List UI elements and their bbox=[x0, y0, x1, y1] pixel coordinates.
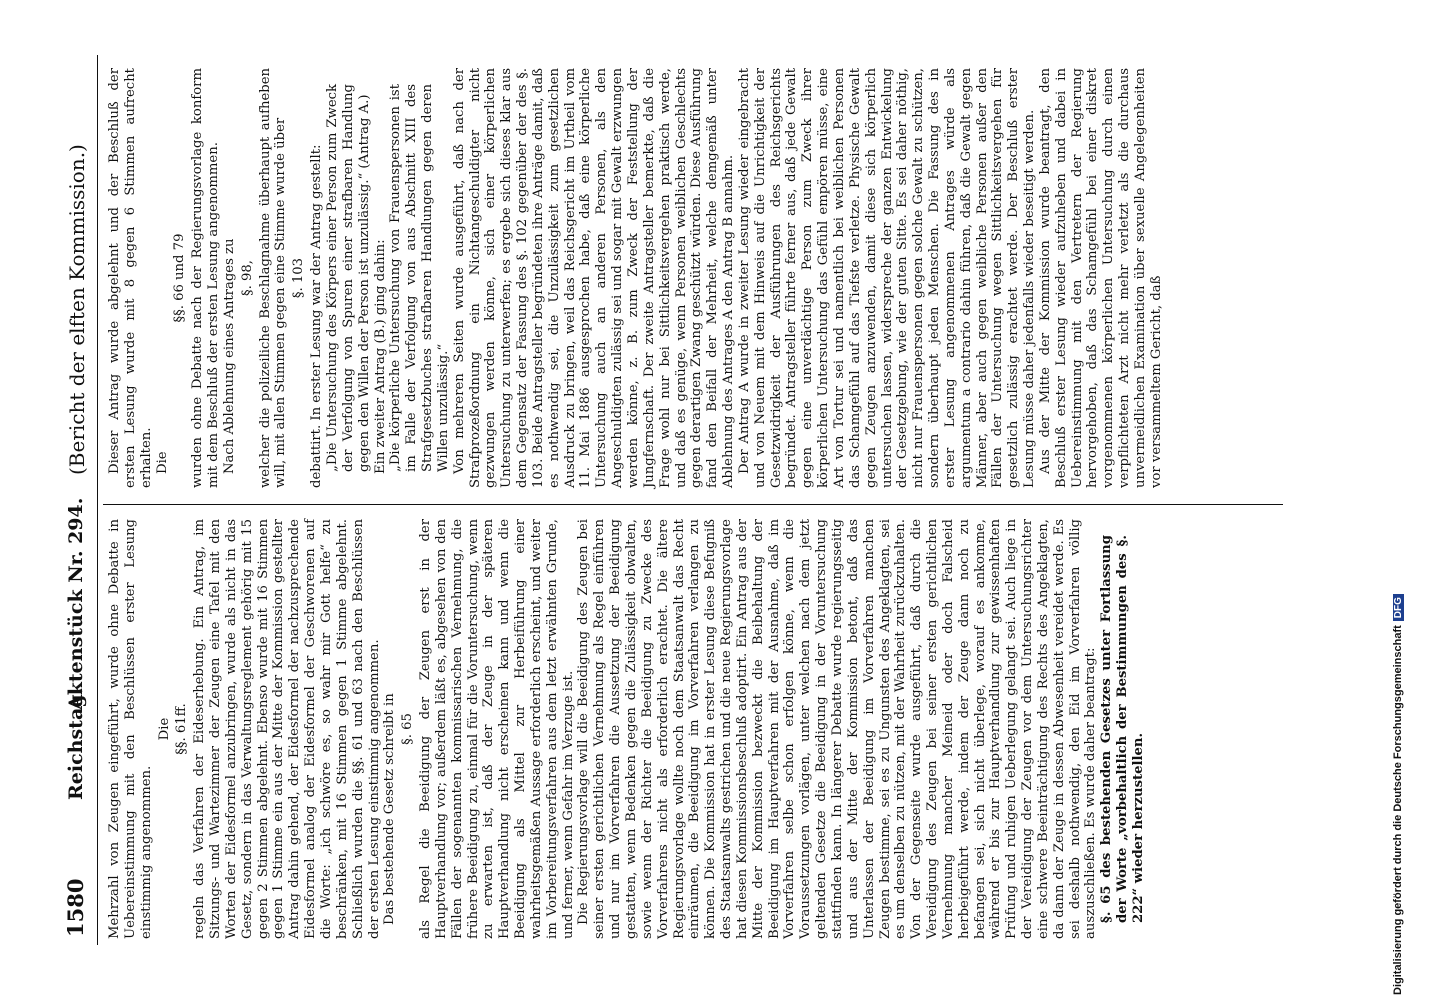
paragraph: wurden ohne Debatte nach der Regierungsvorlage konform mit dem Beschluß der ersten Lesung angenommen. bbox=[190, 68, 222, 488]
paragraph: „Die körperliche Untersuchung von Frauenspersonen ist im Falle der Verfolgung von aus Abschnitt XIII des Strafgesetzbuches strafbaren Handlungen gegen deren Willen unzulässig.“ bbox=[388, 84, 451, 472]
credit-text: Digitalisierung gefördert durch die Deutsche Forschungsgemeinschaft bbox=[1392, 625, 1404, 995]
paragraph: welcher die polizeiliche Beschlagnahme überhaupt aufheben will, mit allen Stimmen gegen eine Stimme wurde über bbox=[257, 68, 289, 488]
paragraph: Aus der Mitte der Kommission wurde beantragt, den Beschluß erster Lesung wieder aufzuheben und dabei in Uebereinstimmung mit den Vertretern der Regierung hervorgehoben, daß das Schamgefühl bei einer diskret vorgenommenen körperlichen Untersuchung durch einen verpflichteten Arzt nicht mehr verletzt als die durchaus unvermeidlichen Examination über sexuelle Angelegenheiten vor versammeltem Gericht, daß bbox=[1037, 68, 1164, 488]
paragraph: debattirt. In erster Lesung war der Antrag gestellt: bbox=[309, 144, 325, 488]
left-column bbox=[107, 519, 1147, 939]
column-divider bbox=[103, 504, 1283, 505]
paragraph: Von mehreren Seiten wurde ausgeführt, daß nach der Strafprozeßordnung ein Nichtangeschuldigter nicht gezwungen werden könne, sich einer körperlichen Untersuchung zu unterwerfen; es ergebe sich dieses klar aus dem Gegensatz der Fassung des §. 102 gegenüber der des §. 103. Beide Antragsteller begründeten ihre Anträge damit, daß es nothwendig sei, die Unzulässigkeit zum gesetzlichen Ausdruck zu bringen, weil das Reichsgericht im Urtheil vom 11. Mai 1886 ausgesprochen habe, daß eine körperliche Untersuchung auch an anderen Personen, als den Angeschuldigten zulässig sei und sogar mit Gewalt erzwungen werden könne, z. B. zum Zweck der Feststellung der Jungfernschaft. Der zweite Antragsteller bemerkte, daß die Frage wohl nur bei Sittlichkeitsvergehen praktisch werde, und daß es genüge, wenn Personen weiblichen Geschlechts gegen derartigen Zwang geschützt würden. Diese Ausführung fand den Beifall der Mehrheit, welche demgemäß unter Ablehnung des Antrages A den Antrag B annahm. bbox=[451, 67, 737, 488]
section-heading: §. 98, bbox=[239, 260, 255, 296]
paragraph: Das bestehende Gesetz schreibt in bbox=[382, 693, 398, 925]
page-header bbox=[55, 55, 98, 945]
paragraph: regeln das Verfahren der Eideserhebung. Ein Antrag, im Sitzungs- und Wartezimmer der Zeugen eine Tafel mit den Worten der Eidesformel anzubringen, wurde als nicht in das Gesetz, sondern in das Verwaltungsreglement gehörig mit 15 gegen 2 Stimmen abgelehnt. Ebenso wurde mit 16 Stimmen gegen 1 Stimme ein aus der Mitte der Kommission gestellter Antrag dahin gehend, der Eidesformel der nachzusprechende Eidesformel analog der Eidesformel der Geschworenen auf die Worte: „ich schwöre es, so wahr mir Gott helfe“ zu beschränken, mit 16 Stimmen gegen 1 Stimme abgelehnt. Schließlich wurden die §§. 61 und 63 nach den Beschlüssen der ersten Lesung einstimmig angenommen. bbox=[192, 519, 382, 939]
page-number: 1580 bbox=[63, 878, 88, 937]
paragraph: Dieser Antrag wurde abgelehnt und der Beschluß der ersten Lesung wurde mit 8 gegen 6 Stimmen aufrecht erhalten. bbox=[107, 68, 154, 488]
paragraph: Mehrzahl von Zeugen eingeführt, wurde ohne Debatte in Uebereinstimmung mit den Beschlüssen erster Lesung einstimmig angenommen. bbox=[107, 519, 154, 939]
rotated-document-page bbox=[55, 55, 1305, 945]
paragraph: §. 65 des bestehenden Gesetzes unter Fortlassung der Worte „vorbehaltlich der Bestimmungen des §. 222“ wieder herzustellen. bbox=[1099, 535, 1146, 923]
header-aktenstueck: Aktenstück Nr. 294. bbox=[65, 497, 87, 710]
section-heading: §. 103 bbox=[291, 257, 307, 299]
right-column bbox=[107, 68, 1165, 488]
paragraph: Ein zweiter Antrag (B.) ging dahin: bbox=[372, 239, 388, 474]
section-heading: §§. 61ff. bbox=[174, 703, 190, 755]
paragraph: Der Antrag A wurde in zweiter Lesung wieder eingebracht und von Neuem mit dem Hinweis auf die Unrichtigkeit der Gesetzwidrigkeit der Ausführungen des Reichsgerichts begründet. Antragsteller führte ferner aus, daß jede Gewalt gegen eine unverdächtige Person zum Zweck ihrer körperlichen Untersuchung das Gefühl empören müsse, eine Art von Tortur sei und namentlich bei weiblichen Personen das Schamgefühl auf das Tiefste verletze. Physische Gewalt gegen Zeugen anzuwenden, damit diese sich körperlich untersuchen lassen, widerspreche der ganzen Entwickelung der Gesetzgebung, wie der guten Sitte. Es sei daher nöthig, nicht nur Frauenspersonen gegen solche Gewalt zu schützen, sondern überhaupt jeden Menschen. Die Fassung des in erster Lesung angenommenen Antrages würde als argumentum a contrario dahin führen, daß die Gewalt gegen Männer, aber auch gegen weibliche Personen außer den Fällen der Untersuchung wegen Sittlichkeitsvergehen für gesetzlich zulässig erachtet werde. Der Beschluß erster Lesung müsse daher jedenfalls wieder beseitigt werden. bbox=[736, 68, 1038, 488]
section-heading: Die bbox=[156, 717, 172, 741]
paragraph: „Die Untersuchung des Körpers einer Person zum Zweck der Verfolgung von Spuren einer strafbaren Handlung gegen den Willen der Person ist unzulässig.“ (Antrag A.) bbox=[324, 84, 372, 472]
section-heading: §§. 66 und 79 bbox=[172, 233, 188, 323]
paragraph: als Regel die Beeidigung der Zeugen erst in der Hauptverhandlung vor; außerdem läßt es, abgesehen von den Fällen der sogenannten kommissarischen Vernehmung, die frühere Beeidigung zu, einmal für die Voruntersuchung, wenn zu erwarten ist, daß der Zeuge in der späteren Hauptverhandlung nicht erscheinen kann und wenn die Beeidigung als Mittel zur Herbeiführung einer wahrheitsgemäßen Aussage erforderlich erscheint, und weiter im Vorbereitungsverfahren aus dem letzt erwähnten Grunde, und ferner, wenn Gefahr im Verzuge ist. bbox=[418, 519, 576, 939]
paragraph: Nach Ablehnung eines Antrages zu bbox=[221, 238, 237, 474]
header-reichstag: Reichstag. bbox=[65, 687, 87, 800]
paragraph: Die Regierungsvorlage will die Beeidigung des Zeugen bei seiner ersten gerichtlichen Vernehmung als Regel einführen und nur im Vorverfahren die Aussetzung der Beeidigung gestatten, wenn Bedenken gegen die Zulässigkeit obwalten, sowie wenn der Richter die Beeidigung zu Zwecke des Vorverfahrens nicht als erforderlich erachtet. Die ältere Regierungsvorlage wollte noch dem Staatsanwalt das Recht einräumen, die Beeidigung im Vorverfahren verlangen zu können. Die Kommission hat in erster Lesung diese Befugniß des Staatsanwalts gestrichen und die neue Regierungsvorlage hat diesen Kommissionsbeschluß adoptirt. Ein Antrag aus der Mitte der Kommission bezweckt die Beibehaltung der Beeidigung im Hauptverfahren mit der Ausnahme, daß im Vorverfahren selbe schon erfolgen könne, wenn die Voraussetzungen vorlägen, unter welchen nach dem jetzt geltenden Gesetze die Beeidigung in der Voruntersuchung stattfinden kann. In längerer Debatte wurde regierungsseitig und aus der Mitte der Kommission betont, daß das Unterlassen der Beeidigung im Vorverfahren manchen Zeugen bestimme, sei es zu Ungunsten des Angeklagten, sei es um denselben zu nützen, mit der Wahrheit zurückzuhalten. Von der Gegenseite wurde ausgeführt, daß durch die Vereidigung des Zeugen bei seiner ersten gerichtlichen Vernehmung mancher Meineid oder doch Falscheid herbeigeführt werde, indem der Zeuge dann noch zu befangen sei, sich nicht überlege, worauf es ankomme, während er bis zur Hauptverhandlung zur gewissenhaften Prüfung und ruhigen Ueberlegung gelangt sei. Auch liege in der Vereidigung der Zeugen vor dem Untersuchungsrichter eine schwere Beeinträchtigung des Rechts des Angeklagten, da dann der Zeuge in dessen Abwesenheit vereidet werde. Es sei deshalb nothwendig, den Eid im Vorverfahren völlig auszuschließen. Es wurde daher beantragt: bbox=[576, 519, 1099, 939]
dfg-logo: DFG bbox=[1393, 594, 1404, 621]
paragraph: Die bbox=[154, 451, 170, 474]
digitization-credit bbox=[1392, 5, 1404, 995]
header-report-title: (Bericht der elften Kommission.) bbox=[65, 144, 89, 475]
section-heading: §. 65 bbox=[400, 713, 416, 745]
